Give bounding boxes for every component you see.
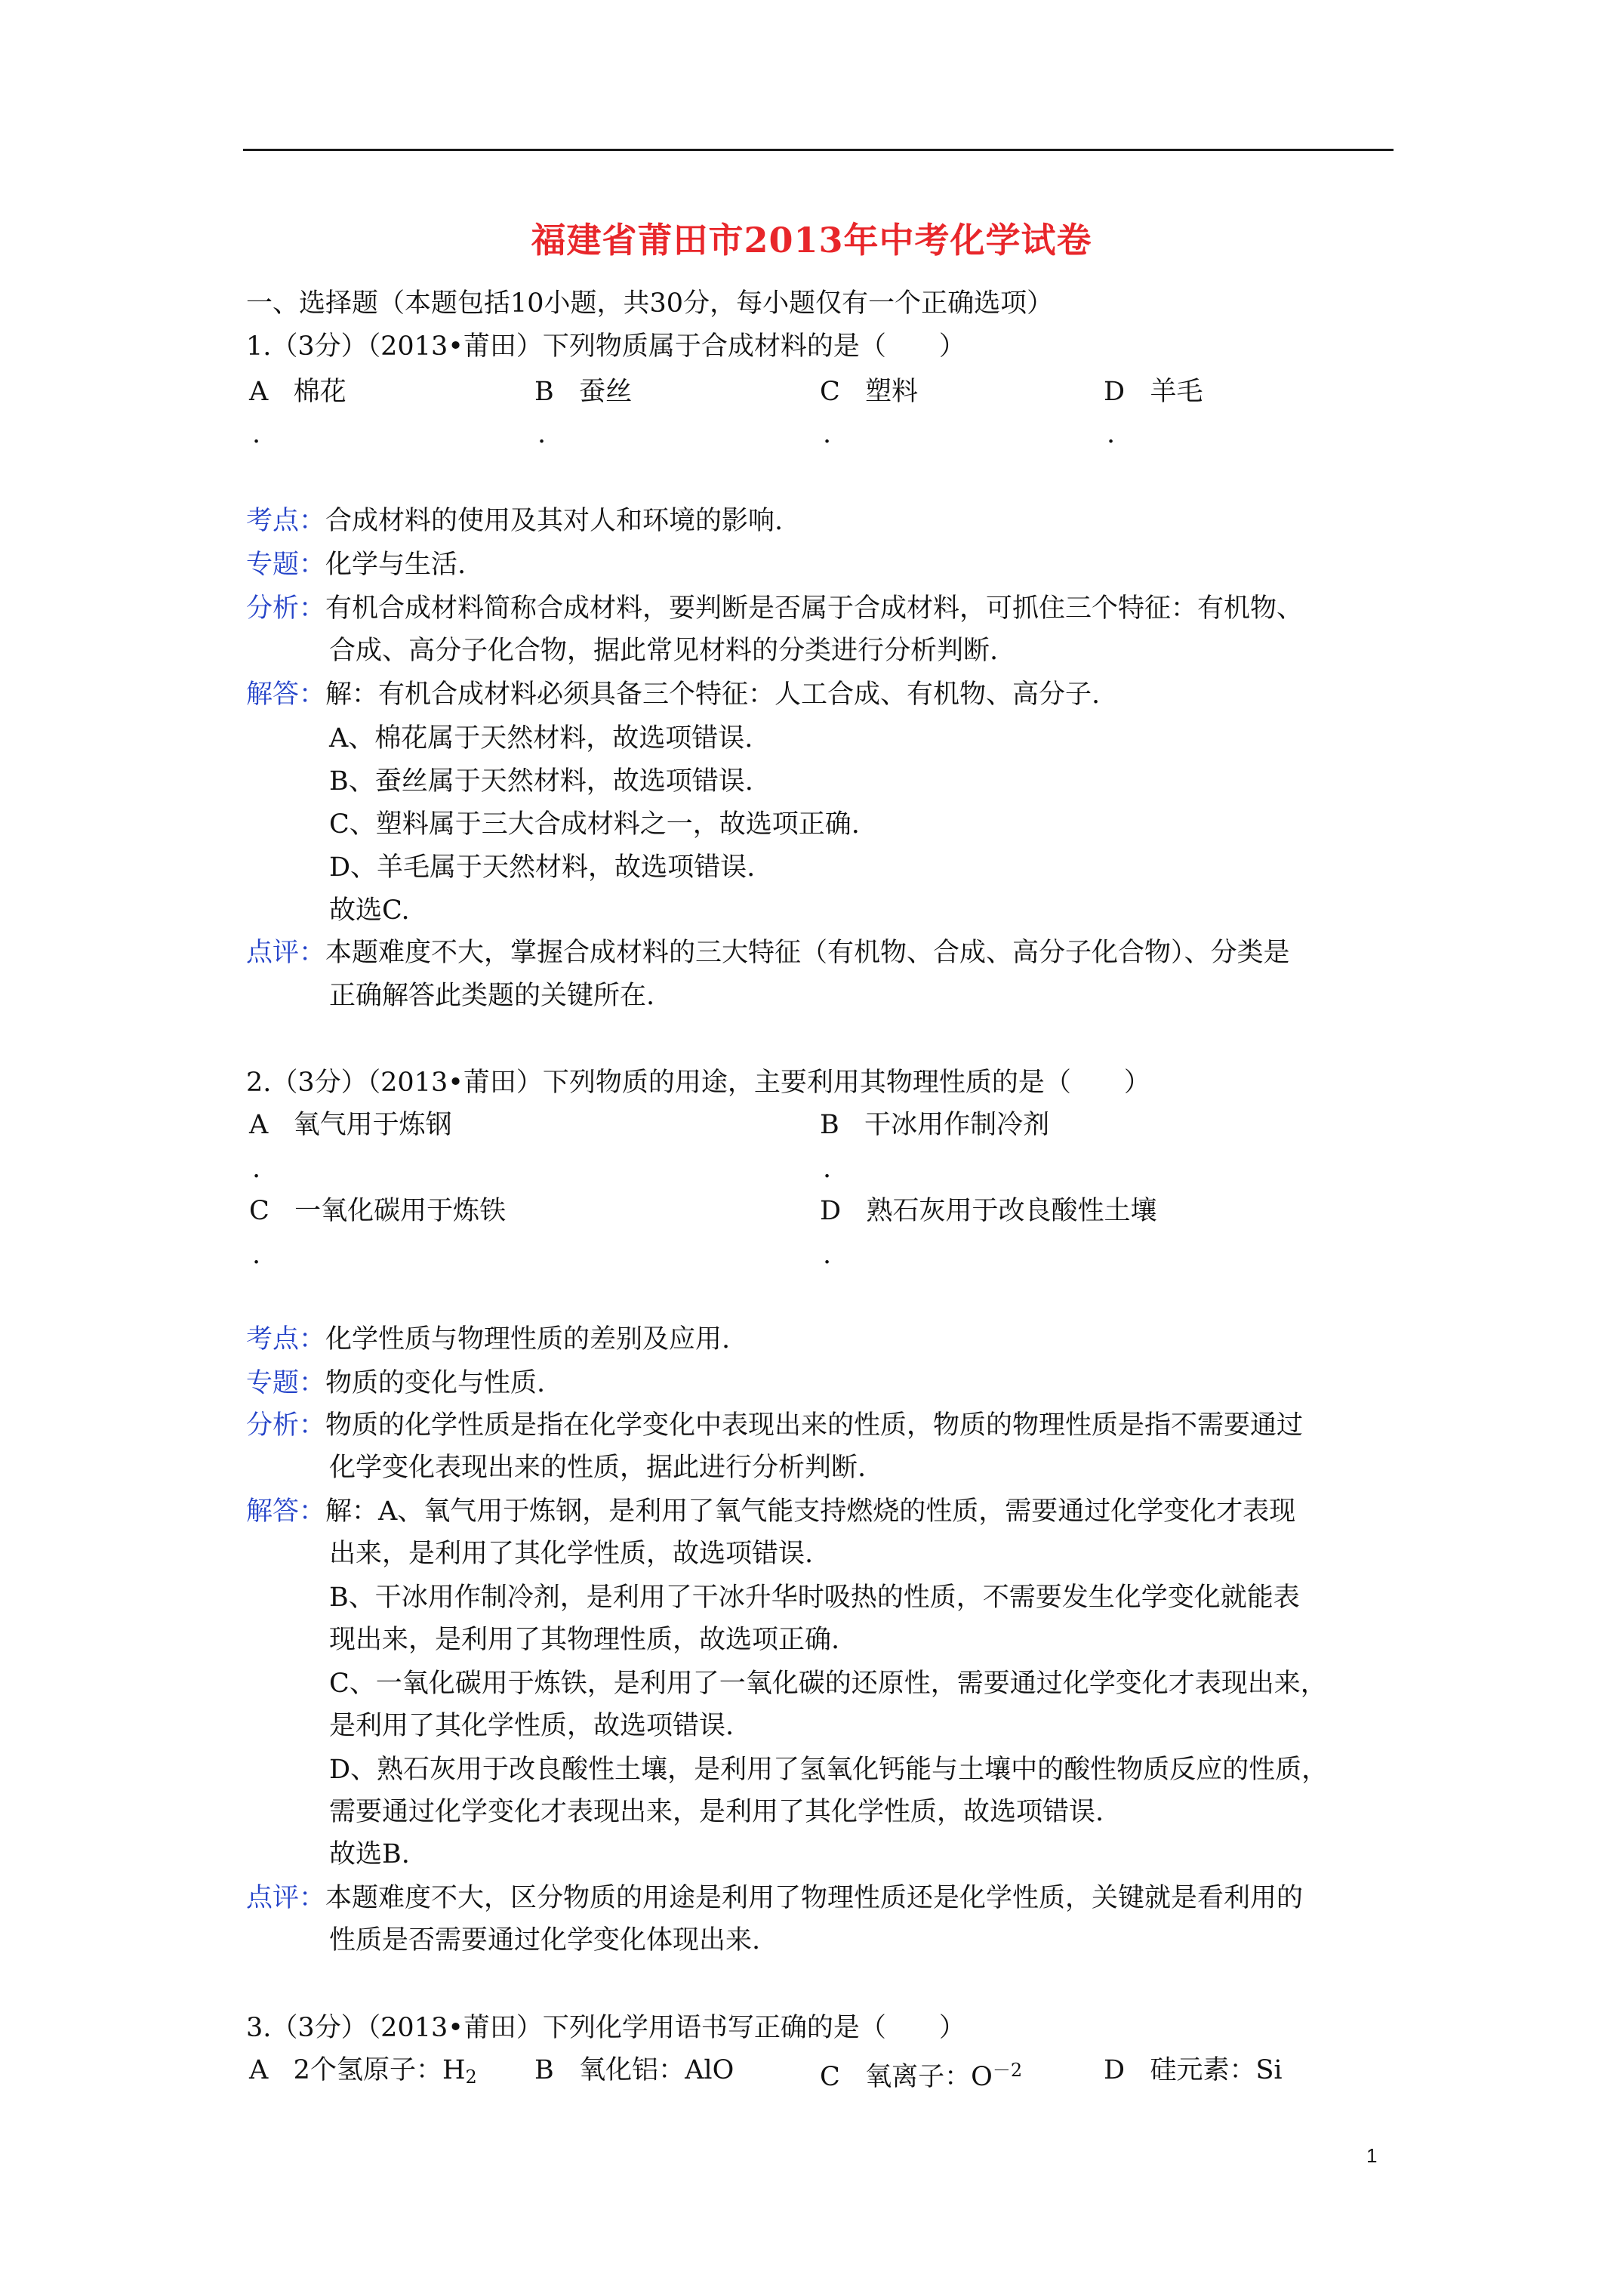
page-title: 福建省莆田市2013年中考化学试卷	[531, 220, 1092, 260]
q1-dianping: 点评：本题难度不大，掌握合成材料的三大特征（有机物、合成、高分子化合物）、分类是	[246, 938, 1290, 968]
option-dot: .	[252, 1154, 261, 1184]
q1-jieda-line: 故选C.	[329, 895, 410, 926]
q3-option-a: A 2个氢原子：$H_2$	[249, 2055, 477, 2088]
q2-option-a: A 氧气用于炼钢	[249, 1110, 452, 1140]
q1-fenxi: 分析：有机合成材料简称合成材料，要判断是否属于合成材料，可抓住三个特征：有机物、	[246, 593, 1304, 624]
q2-option-b: B 干冰用作制冷剂	[820, 1110, 1050, 1140]
q1-option-d: D 羊毛	[1104, 377, 1203, 407]
q2-jieda: 解答：解：A、氧气用于炼钢，是利用了氧气能支持燃烧的性质，需要通过化学变化才表现	[246, 1496, 1296, 1527]
q3-option-c: C 氧离子：$O^{-2}$	[820, 2060, 1023, 2092]
q2-zhuanti: 专题：物质的变化与性质.	[246, 1368, 546, 1398]
q2-jieda-line: 故选B.	[329, 1839, 410, 1869]
q2-option-d: D 熟石灰用于改良酸性土壤	[820, 1196, 1157, 1226]
q1-jieda: 解答：解：有机合成材料必须具备三个特征：人工合成、有机物、高分子.	[246, 680, 1101, 710]
q2-dianping-line: 性质是否需要通过化学变化体现出来.	[329, 1925, 761, 1955]
q2-fenxi-line: 化学变化表现出来的性质，据此进行分析判断.	[329, 1453, 867, 1483]
q2-option-c: C 一氧化碳用于炼铁	[249, 1196, 507, 1226]
q1-dianping-line: 正确解答此类题的关键所在.	[329, 981, 655, 1011]
option-dot: .	[823, 1240, 832, 1270]
q2-stem: 2.（3分）（2013•莆田）下列物质的用途，主要利用其物理性质的是（ ）	[246, 1068, 1150, 1098]
section-heading: 一、选择题（本题包括10小题，共30分，每小题仅有一个正确选项）	[246, 288, 1054, 319]
q1-kaodian: 考点：合成材料的使用及其对人和环境的影响.	[246, 506, 784, 536]
q3-a-subscript: 2	[465, 2066, 477, 2088]
q2-kaodian: 考点：化学性质与物理性质的差别及应用.	[246, 1324, 731, 1354]
q3-option-b: B 氧化铝：AlO	[534, 2055, 735, 2085]
page-number: 1	[1366, 2144, 1378, 2167]
q2-jieda-line: D、熟石灰用于改良酸性土壤，是利用了氢氧化钙能与土壤中的酸性物质反应的性质，	[329, 1755, 1329, 1785]
q2-jieda-line: B、干冰用作制冷剂，是利用了干冰升华时吸热的性质，不需要发生化学变化就能表	[329, 1583, 1300, 1613]
q2-jieda-line: 现出来，是利用了其物理性质，故选项正确.	[329, 1625, 840, 1655]
option-dot: .	[1107, 419, 1116, 449]
q1-option-c: C 塑料	[820, 377, 919, 407]
q1-fenxi-line: 合成、高分子化合物，据此常见材料的分类进行分析判断.	[329, 636, 999, 666]
q1-jieda-line: D、羊毛属于天然材料，故选项错误.	[329, 852, 756, 883]
q1-jieda-line: A、棉花属于天然材料，故选项错误.	[329, 723, 753, 754]
q1-jieda-line: C、塑料属于三大合成材料之一，故选项正确.	[329, 809, 860, 840]
q2-jieda-line: C、一氧化碳用于炼铁，是利用了一氧化碳的还原性，需要通过化学变化才表现出来，	[329, 1669, 1327, 1699]
option-dot: .	[823, 1154, 832, 1184]
option-dot: .	[537, 419, 547, 449]
q1-jieda-line: B、蚕丝属于天然材料，故选项错误.	[329, 766, 753, 797]
option-dot: .	[823, 419, 832, 449]
q3-stem: 3.（3分）（2013•莆田）下列化学用语书写正确的是（ ）	[246, 2013, 965, 2043]
q2-jieda-line: 出来，是利用了其化学性质，故选项错误.	[329, 1539, 814, 1569]
q2-fenxi: 分析：物质的化学性质是指在化学变化中表现出来的性质，物质的物理性质是指不需要通过	[246, 1410, 1304, 1441]
q1-option-a: A 棉花	[249, 377, 346, 407]
q1-option-b: B 蚕丝	[534, 377, 633, 407]
q2-jieda-line: 是利用了其化学性质，故选项错误.	[329, 1711, 735, 1741]
q3-option-d: D 硅元素：Si	[1104, 2055, 1283, 2085]
q3-c-superscript: －2	[992, 2060, 1023, 2081]
option-dot: .	[252, 1240, 261, 1270]
q2-dianping: 点评：本题难度不大，区分物质的用途是利用了物理性质还是化学性质，关键就是看利用的	[246, 1883, 1304, 1913]
q2-jieda-line: 需要通过化学变化才表现出来，是利用了其化学性质，故选项错误.	[329, 1797, 1104, 1827]
header-rule	[243, 149, 1394, 151]
q1-zhuanti: 专题：化学与生活.	[246, 550, 467, 580]
option-dot: .	[252, 419, 261, 449]
q1-stem: 1.（3分）（2013•莆田）下列物质属于合成材料的是（ ）	[246, 331, 965, 362]
